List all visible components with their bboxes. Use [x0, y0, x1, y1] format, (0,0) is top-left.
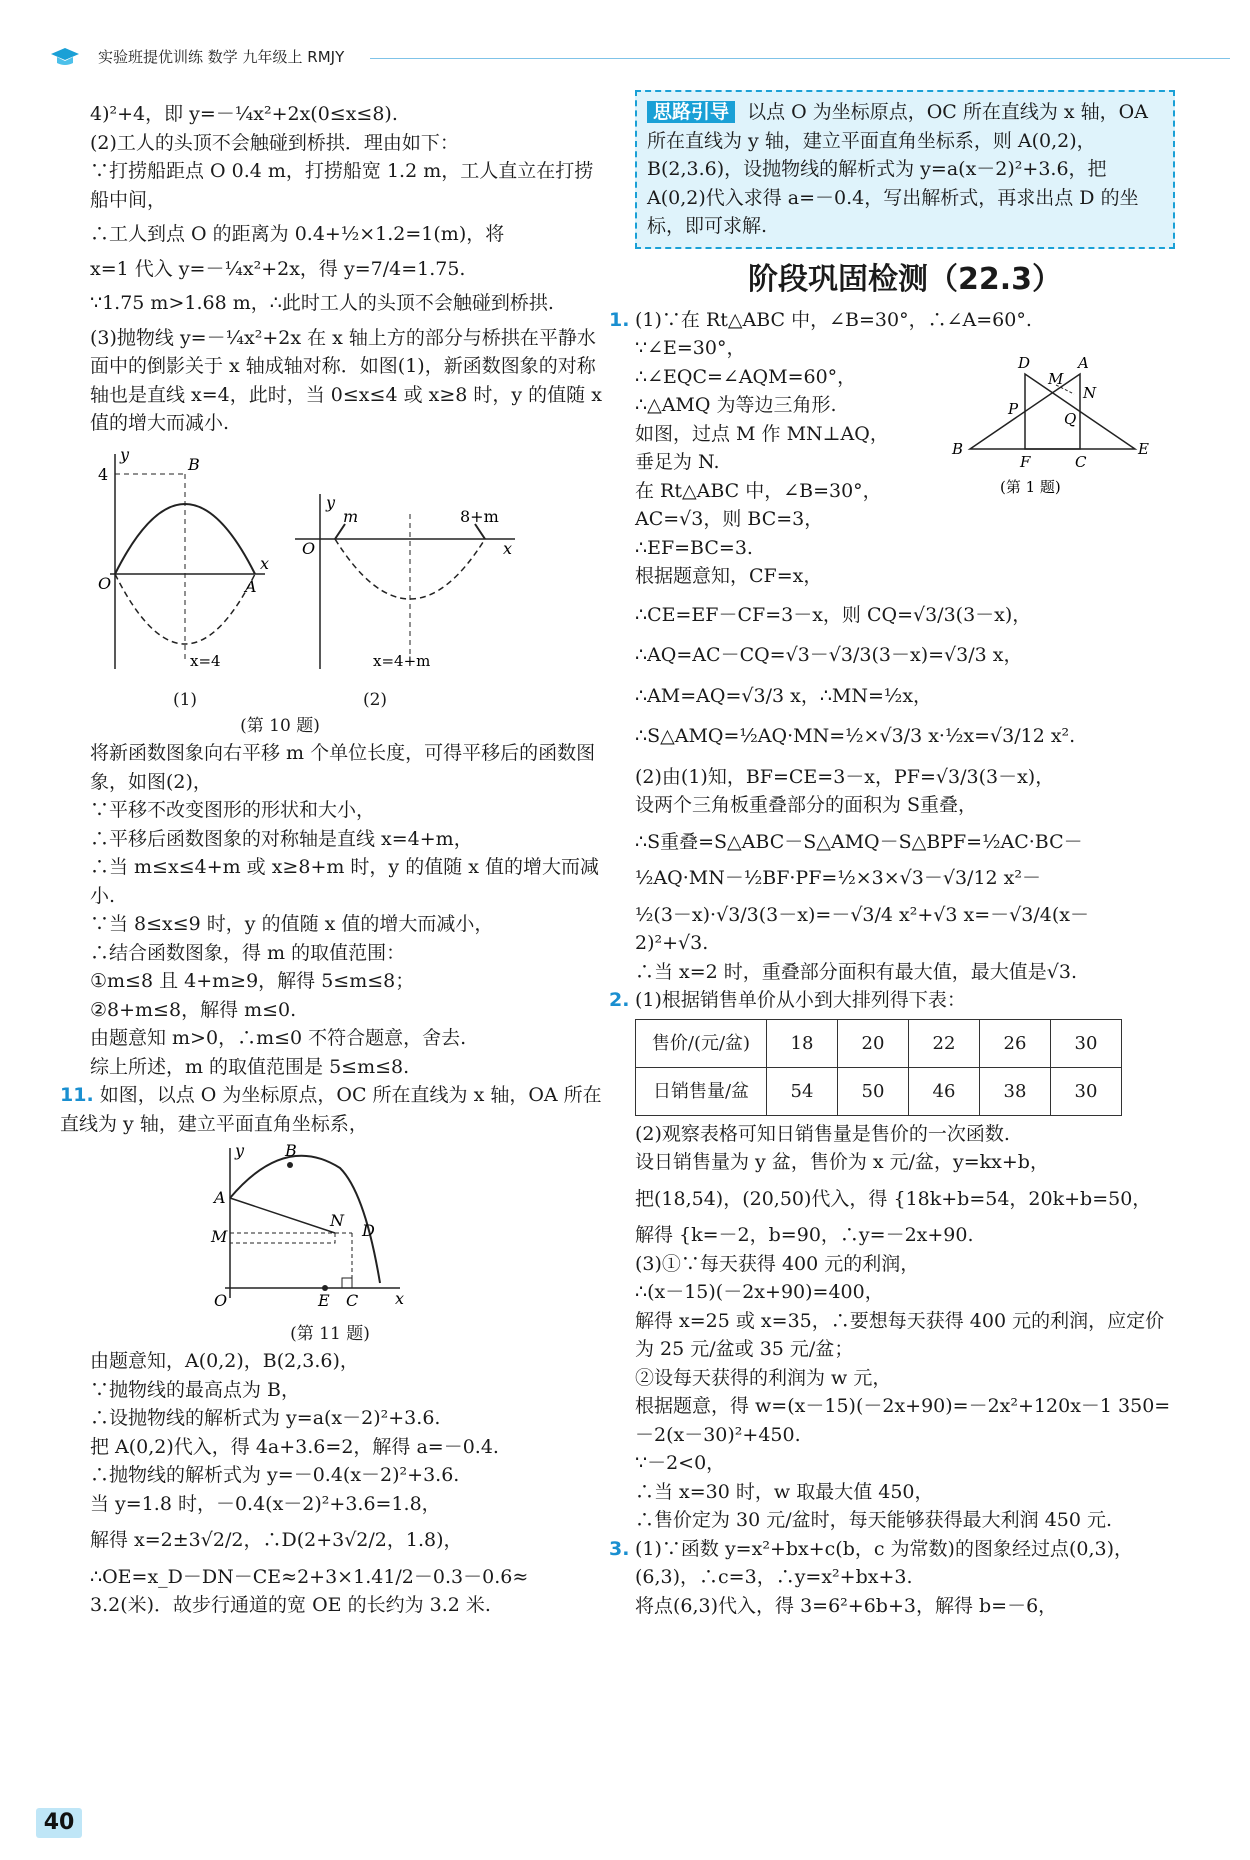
fig11-y: y [235, 1141, 245, 1160]
fig1-a: A [1078, 354, 1089, 372]
page-number: 40 [36, 1808, 82, 1838]
fig1-c: C [1075, 453, 1087, 471]
text-line: 把 A(0,2)代入，得 4a+3.6=2，解得 a=－0.4. [90, 1435, 499, 1458]
fig1-q: Q [1064, 410, 1077, 428]
question-11 [60, 1081, 610, 1138]
text-line: ∵当 8≤x≤9 时，y 的值随 x 值的增大而减小， [90, 913, 494, 935]
table-row [636, 1019, 1122, 1067]
fig10-x1: x [260, 553, 270, 573]
fig11-c: C [346, 1291, 359, 1310]
text-line: (1)∵在 Rt△ABC 中，∠B=30°，∴∠A=60°. [635, 308, 1032, 331]
hint-text: 以点 O 为坐标原点，OC 所在直线为 x 轴，OA 所在直线为 y 轴，建立平面直角坐标系，则 A(0,2)，B(2,3.6)，设抛物线的解析式为 y=a(x－2)²+3.6，把 A(0,2)代入求得 a=－0.4，写出解析式，再求出点 D 的坐标，即可求解. [647, 101, 1148, 237]
text-line: 根据题意，得 w=(x－15)(－2x+90)=－2x²+120x－1 350=－2(x－30)²+450. [635, 1395, 1171, 1446]
fig1-n: N [1083, 384, 1097, 402]
text-line: 如图，以点 O 为坐标原点，OC 所在直线为 x 轴，OA 所在直线为 y 轴，建立平面直角坐标系， [60, 1084, 602, 1135]
fig1-d: D [1018, 354, 1031, 372]
text-line: ∴S重叠=S△ABC－S△AMQ－S△BPF=½AC·BC－ [635, 830, 1083, 853]
text-line: AC=√3，则 BC=3， [635, 508, 824, 530]
text-line: ∴抛物线的解析式为 y=－0.4(x－2)²+3.6. [90, 1464, 460, 1486]
table-header-cell: 日销售量/盆 [636, 1067, 767, 1115]
text-line: ∴售价定为 30 元/盆时，每天能够获得最大利润 450 元. [635, 1509, 1113, 1531]
section-title: 阶段巩固检测（22.3） [747, 261, 1063, 297]
text-line: ∴设抛物线的解析式为 y=a(x－2)²+3.6. [90, 1407, 441, 1429]
text-line: ∴当 x=2 时，重叠部分面积有最大值，最大值是√3. [635, 960, 1078, 983]
text-line: ∴(x－15)(－2x+90)=400， [635, 1281, 884, 1303]
header-rule [370, 58, 1230, 59]
text-line: 把(18,54)，(20,50)代入，得 {18k+b=54，20k+b=50， [635, 1187, 1152, 1210]
text-line: 由题意知 m>0，∴m≤0 不符合题意，舍去. [90, 1027, 467, 1049]
fig11-b: B [285, 1141, 297, 1160]
fig10-y2: y [326, 492, 336, 512]
text-line: 将点(6,3)代入，得 3=6²+6b+3，解得 b=－6， [635, 1594, 1058, 1617]
table-cell: 22 [909, 1019, 980, 1067]
price-sales-table [635, 1019, 1122, 1116]
fig1-m: M [1048, 370, 1064, 388]
text-line: 设两个三角板重叠部分的面积为 S重叠， [635, 794, 978, 816]
table-cell: 54 [767, 1067, 838, 1115]
text-line: 如图，过点 M 作 MN⊥AQ， [635, 422, 889, 445]
text-line: 在 Rt△ABC 中，∠B=30°， [635, 479, 882, 502]
right-column [609, 90, 1175, 1620]
figure-11 [90, 1138, 610, 1313]
fig10-caption: (第 10 题) [240, 715, 320, 736]
text-line: ∴当 m≤x≤4+m 或 x≥8+m 时，y 的值随 x 值的增大而减小. [90, 856, 599, 907]
text-line: ∴平移后函数图象的对称轴是直线 x=4+m， [90, 827, 473, 850]
question-number: 1. [609, 308, 630, 331]
question-1 [609, 306, 1175, 987]
text-line: ∴结合函数图象，得 m 的取值范围： [90, 941, 406, 964]
text-line: (2)由(1)知，BF=CE=3－x，PF=√3/3(3－x)， [635, 765, 1055, 788]
question-number: 3. [609, 1537, 630, 1560]
fig10-label-1: (1) [172, 690, 198, 710]
fig10-label-2: (2) [362, 690, 388, 710]
text-line: 综上所述，m 的取值范围是 5≤m≤8. [90, 1055, 410, 1078]
table-cell: 26 [980, 1019, 1051, 1067]
text-line: ∵∠E=30°，∴∠EQC=∠AQM=60°， [635, 337, 857, 388]
question-3 [609, 1535, 1175, 1621]
hint-box [635, 90, 1175, 249]
fig11-caption: (第 11 题) [290, 1323, 370, 1344]
text-line: ∴△AMQ 为等边三角形. [635, 394, 837, 416]
text-line: ∵抛物线的最高点为 B， [90, 1378, 301, 1401]
text-line: 解得 {k=－2，b=90，∴y=－2x+90. [635, 1224, 974, 1246]
fig10-b1: B [188, 454, 200, 474]
fig10-four: 4 [98, 464, 109, 484]
question-number: 2. [609, 989, 630, 1011]
question-2 [609, 986, 1175, 1535]
fig11-o: O [214, 1291, 228, 1310]
fig10-axis1: x=4 [190, 651, 221, 670]
fig10-x2: x [503, 538, 513, 558]
fig10-axis2: x=4+m [373, 651, 431, 670]
text-line: 由题意知，A(0,2)，B(2,3.6)， [90, 1350, 359, 1372]
text-line: 将新函数图象向右平移 m 个单位长度，可得平移后的函数图象，如图(2)， [90, 742, 596, 793]
text-line: ∵平移不改变图形的形状和大小， [90, 799, 376, 821]
text-line: 当 y=1.8 时，－0.4(x－2)²+3.6=1.8， [90, 1492, 441, 1515]
text-line: ∴EF=BC=3. [635, 536, 753, 559]
text-line: ∴OE=x_D－DN－CE≈2+3×1.41/2－0.3－0.6≈ [90, 1565, 529, 1588]
text-line: 设日销售量为 y 盆，售价为 x 元/盆，y=kx+b， [635, 1151, 1049, 1173]
text-line: (2)工人的头顶不会触碰到桥拱．理由如下： [90, 131, 459, 154]
text-line: 解得 x=25 或 x=35，∴要想每天获得 400 元的利润，应定价为 25 元/盆或 35 元/盆； [635, 1309, 1165, 1360]
text-line: ∴当 x=30 时，w 取最大值 450， [635, 1480, 934, 1503]
fig10-y1: y [120, 444, 130, 464]
text-line: 3.2(米)．故步行通道的宽 OE 的长约为 3.2 米. [90, 1594, 491, 1616]
fig1-e: E [1138, 440, 1149, 458]
fig10-o2: O [302, 538, 316, 558]
table-cell: 38 [980, 1067, 1051, 1115]
fig1-f: F [1020, 453, 1031, 471]
hint-tag: 思路引导 [647, 101, 735, 123]
table-cell: 46 [909, 1067, 980, 1115]
table-cell: 20 [838, 1019, 909, 1067]
fig11-a: A [214, 1188, 226, 1207]
text-line: ∵－2<0， [635, 1452, 726, 1474]
text-line: 根据题意知，CF=x， [635, 565, 823, 587]
fig11-x: x [395, 1289, 405, 1308]
text-line: x=1 代入 y=－¼x²+2x，得 y=7/4=1.75. [90, 257, 466, 280]
page-header [40, 40, 1190, 76]
fig1-b: B [952, 440, 964, 458]
text-line: ∴AM=AQ=√3/3 x，∴MN=½x， [635, 684, 933, 707]
text-line: ∵打捞船距点 O 0.4 m，打捞船宽 1.2 m，工人直立在打捞船中间， [90, 160, 594, 211]
text-line: ∴工人到点 O 的距离为 0.4+½×1.2=1(m)，将 [90, 223, 505, 245]
table-cell: 30 [1051, 1019, 1122, 1067]
fig11-e: E [318, 1291, 330, 1310]
text-line: 2)²+√3. [635, 932, 709, 954]
text-line: (2)观察表格可知日销售量是售价的一次函数. [635, 1122, 1010, 1145]
table-row [636, 1067, 1122, 1115]
text-line: (1)∵函数 y=x²+bx+c(b，c 为常数)的图象经过点(0,3)，(6,3)，∴c=3，∴y=x²+bx+3. [635, 1537, 1134, 1588]
text-line: ½(3－x)·√3/3(3－x)=－√3/4 x²+√3 x=－√3/4(x－ [635, 903, 1089, 926]
text-line: (3)①∵每天获得 400 元的利润， [635, 1252, 920, 1275]
fig11-n: N [330, 1211, 344, 1230]
text-line: 4)²+4，即 y=－¼x²+2x(0≤x≤8). [90, 103, 398, 125]
fig10-8m: 8+m [460, 506, 499, 526]
text-line: 解得 x=2±3√2/2，∴D(2+3√2/2，1.8)， [90, 1529, 463, 1551]
table-header-cell: 售价/(元/盆) [636, 1019, 767, 1067]
fig10-m: m [343, 506, 359, 526]
fig11-m: M [211, 1227, 228, 1246]
text-line: ∴AQ=AC－CQ=√3－√3/3(3－x)=√3/3 x， [635, 644, 1023, 666]
figure-1 [940, 354, 1170, 514]
fig1-p: P [1008, 400, 1019, 418]
header-title: 实验班提优训练 数学 九年级上 RMJY [98, 48, 345, 66]
fig10-a1: A [245, 576, 257, 596]
table-cell: 18 [767, 1019, 838, 1067]
table-cell: 50 [838, 1067, 909, 1115]
fig1-caption: (第 1 题) [1000, 478, 1061, 496]
text-line: (3)抛物线 y=－¼x²+2x 在 x 轴上方的部分与桥拱在平静水面中的倒影关于 x 轴成轴对称．如图(1)，新函数图象的对称轴也是直线 x=4，此时，当 0≤x≤4 或 x≥8 时，y 的值随 x 值的增大而减小. [90, 326, 602, 434]
table-cell: 30 [1051, 1067, 1122, 1115]
fig10-o1: O [98, 573, 112, 593]
figure-10 [90, 444, 610, 684]
question-number: 11. [60, 1084, 94, 1106]
graduation-cap-icon [50, 46, 80, 68]
fig11-d: D [362, 1221, 375, 1240]
text-line: ①m≤8 且 4+m≥9，解得 5≤m≤8； [90, 970, 415, 992]
text-line: (1)根据销售单价从小到大排列得下表： [635, 989, 966, 1011]
text-line: ∴CE=EF－CF=3－x，则 CQ=√3/3(3－x)， [635, 603, 1032, 626]
left-column [60, 100, 610, 1620]
text-line: ½AQ·MN－½BF·PF=½×3×√3－√3/12 x²－ [635, 867, 1042, 889]
text-line: ∵1.75 m>1.68 m，∴此时工人的头顶不会触碰到桥拱. [90, 292, 554, 314]
text-line: 垂足为 N. [635, 451, 720, 473]
text-line: ②设每天获得的利润为 w 元， [635, 1366, 892, 1389]
text-line: ∴S△AMQ=½AQ·MN=½×√3/3 x·½x=√3/12 x². [635, 725, 1076, 747]
text-line: ②8+m≤8，解得 m≤0. [90, 998, 297, 1021]
